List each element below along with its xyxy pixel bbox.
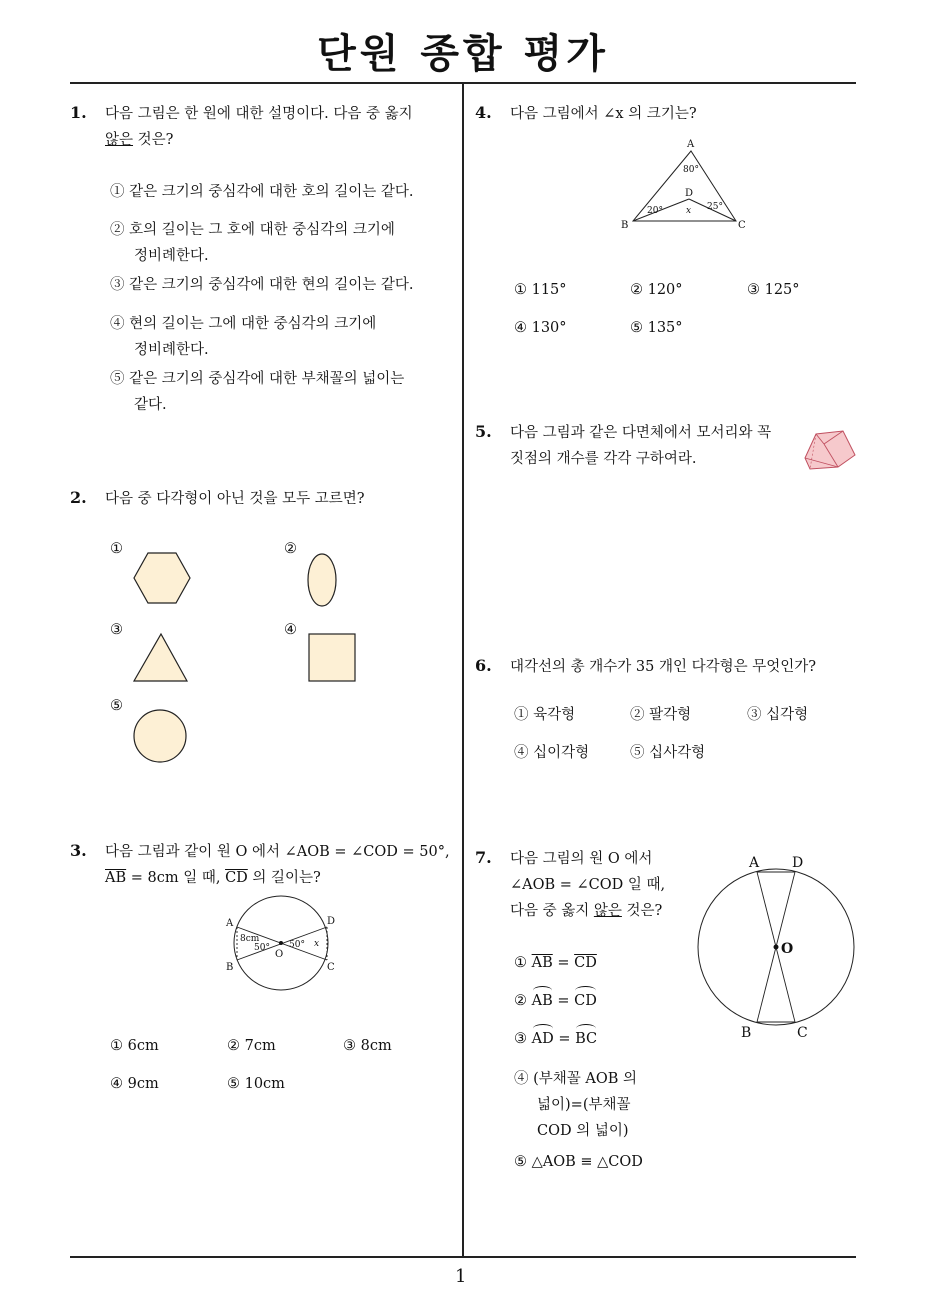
q3-option-1[interactable]: ① 6cm: [110, 1038, 159, 1054]
q7-option-1-num: ①: [514, 955, 527, 971]
q3-segment-ab: $\overline{AB}$: [105, 870, 127, 886]
q6-option-5[interactable]: ⑤ 십사각형: [630, 745, 706, 761]
q7-text-line1: 다음 그림의 원 O 에서: [510, 851, 653, 867]
page-title: 단원 종합 평가: [317, 31, 609, 77]
q2-label-2[interactable]: ②: [284, 541, 297, 557]
q7-option-3-eq: =: [553, 1031, 576, 1047]
q1-text-end: 것은?: [133, 132, 174, 148]
q7-text-c: 다음 중 옳지: [510, 903, 594, 919]
q1-option-5-cont: 같다.: [134, 397, 167, 413]
q6-text: 대각선의 총 개수가 35 개인 다각형은 무엇인가?: [510, 659, 817, 675]
q1-text-line1: 다음 그림은 한 원에 대한 설명이다. 다음 중 옳지: [105, 106, 413, 122]
q4-label-20: 20°: [647, 206, 663, 216]
q1-option-5[interactable]: ⑤ 같은 크기의 중심각에 대한 부채꼴의 넓이는: [110, 371, 405, 387]
q3-option-4[interactable]: ④ 9cm: [110, 1076, 159, 1092]
q4-label-d: D: [685, 188, 694, 199]
q4-label-80: 80°: [683, 165, 699, 175]
q3-number: 3.: [70, 841, 87, 860]
q7-text-c-end: 것은?: [621, 903, 663, 919]
q3-option-2[interactable]: ② 7cm: [227, 1038, 276, 1054]
q5-number: 5.: [475, 422, 492, 441]
q3-label-o: O: [275, 949, 284, 960]
q2-label-1[interactable]: ①: [110, 541, 123, 557]
q6-number: 6.: [475, 656, 492, 675]
q1-option-2-cont: 정비례한다.: [134, 248, 209, 264]
q3-mid: = 8cm 일 때,: [126, 870, 226, 886]
q3-label-d: D: [327, 916, 336, 927]
q4-label-b: B: [621, 220, 629, 231]
q1-underlined: 않은: [105, 132, 134, 148]
q5-text-line2: 짓점의 개수를 각각 구하여라.: [510, 451, 697, 467]
q7-option-4-cont2: COD 의 넓이): [537, 1123, 629, 1139]
q7-option-1-eq: =: [552, 955, 575, 971]
q3-label-a: A: [226, 918, 234, 929]
q7-label-d: D: [792, 855, 804, 871]
q4-label-x: x: [686, 206, 692, 216]
q4-text: 다음 그림에서 ∠x 의 크기는?: [510, 106, 697, 122]
q3-text-line1: 다음 그림과 같이 원 O 에서 ∠AOB = ∠COD = 50°,: [105, 844, 450, 860]
q4-label-25: 25°: [707, 202, 723, 212]
q4-option-5[interactable]: ⑤ 135°: [630, 320, 683, 336]
q1-option-4[interactable]: ④ 현의 길이는 그에 대한 중심각의 크기에: [110, 316, 377, 332]
q6-option-4[interactable]: ④ 십이각형: [514, 745, 590, 761]
q4-label-c: C: [738, 220, 746, 231]
q4-label-a: A: [687, 139, 695, 150]
q3-label-c: C: [327, 962, 335, 973]
q7-option-1-seg-a: $\overline{AB}$: [531, 955, 553, 971]
q2-label-3[interactable]: ③: [110, 622, 123, 638]
q3-segment-cd: $\overline{CD}$: [225, 870, 248, 886]
q7-label-c: C: [797, 1025, 808, 1041]
q7-text-line2: ∠AOB = ∠COD 일 때,: [510, 877, 666, 893]
q1-option-2[interactable]: ② 호의 길이는 그 호에 대한 중심각의 크기에: [110, 222, 395, 238]
q4-option-4[interactable]: ④ 130°: [514, 320, 567, 336]
q2-number: 2.: [70, 488, 87, 507]
q4-option-1[interactable]: ① 115°: [514, 282, 567, 298]
q4-number: 4.: [475, 103, 492, 122]
q3-option-5[interactable]: ⑤ 10cm: [227, 1076, 285, 1092]
q7-option-1[interactable]: [514, 950, 597, 976]
q7-option-3-arc-a: AD: [532, 1026, 554, 1052]
q7-option-4-cont1: 넓이)=(부채꼴: [537, 1097, 631, 1113]
page-number: 1: [455, 1266, 467, 1287]
q7-option-1-seg-b: $\overline{CD}$: [574, 955, 597, 971]
q1-option-3[interactable]: ③ 같은 크기의 중심각에 대한 현의 길이는 같다.: [110, 277, 414, 293]
q3-label-ang2: 50°: [289, 940, 305, 950]
q2-label-4[interactable]: ④: [284, 622, 297, 638]
q6-option-1[interactable]: ① 육각형: [514, 707, 576, 723]
q1-option-1[interactable]: ① 같은 크기의 중심각에 대한 호의 길이는 같다.: [110, 184, 414, 200]
q3-label-x: x: [314, 939, 320, 949]
q5-text-line1: 다음 그림과 같은 다면체에서 모서리와 꼭: [510, 425, 772, 441]
q3-option-3[interactable]: ③ 8cm: [343, 1038, 392, 1054]
q2-label-5[interactable]: ⑤: [110, 698, 123, 714]
q7-option-2-arc-b: CD: [574, 988, 597, 1014]
q3-label-b: B: [226, 962, 234, 973]
q1-number: 1.: [70, 103, 87, 122]
q7-label-a: A: [749, 855, 760, 871]
q4-option-3[interactable]: ③ 125°: [747, 282, 800, 298]
q7-option-2-num: ②: [514, 993, 527, 1009]
q3-label-len: 8cm: [240, 934, 260, 944]
q7-option-3[interactable]: [514, 1026, 597, 1052]
q7-label-o: O: [781, 941, 794, 957]
q2-text: 다음 중 다각형이 아닌 것을 모두 고르면?: [105, 491, 365, 507]
q3-end: 의 길이는?: [247, 870, 321, 886]
q7-option-2-arc-a: AB: [532, 988, 553, 1014]
q7-option-2[interactable]: [514, 988, 597, 1014]
q1-option-4-cont: 정비례한다.: [134, 342, 209, 358]
q7-label-b: B: [741, 1025, 752, 1041]
q7-option-4[interactable]: ④ (부채꼴 AOB 의: [514, 1071, 638, 1087]
q7-number: 7.: [475, 848, 492, 867]
q6-option-2[interactable]: ② 팔각형: [630, 707, 692, 723]
q6-option-3[interactable]: ③ 십각형: [747, 707, 809, 723]
q7-option-3-num: ③: [514, 1031, 527, 1047]
q3-label-ang1: 50°: [254, 943, 270, 953]
q7-option-5[interactable]: ⑤ △AOB ≡ △COD: [514, 1154, 643, 1170]
q7-underlined: 않은: [593, 903, 622, 919]
q7-option-2-eq: =: [552, 993, 575, 1009]
q4-option-2[interactable]: ② 120°: [630, 282, 683, 298]
q7-option-3-arc-b: BC: [575, 1026, 597, 1052]
